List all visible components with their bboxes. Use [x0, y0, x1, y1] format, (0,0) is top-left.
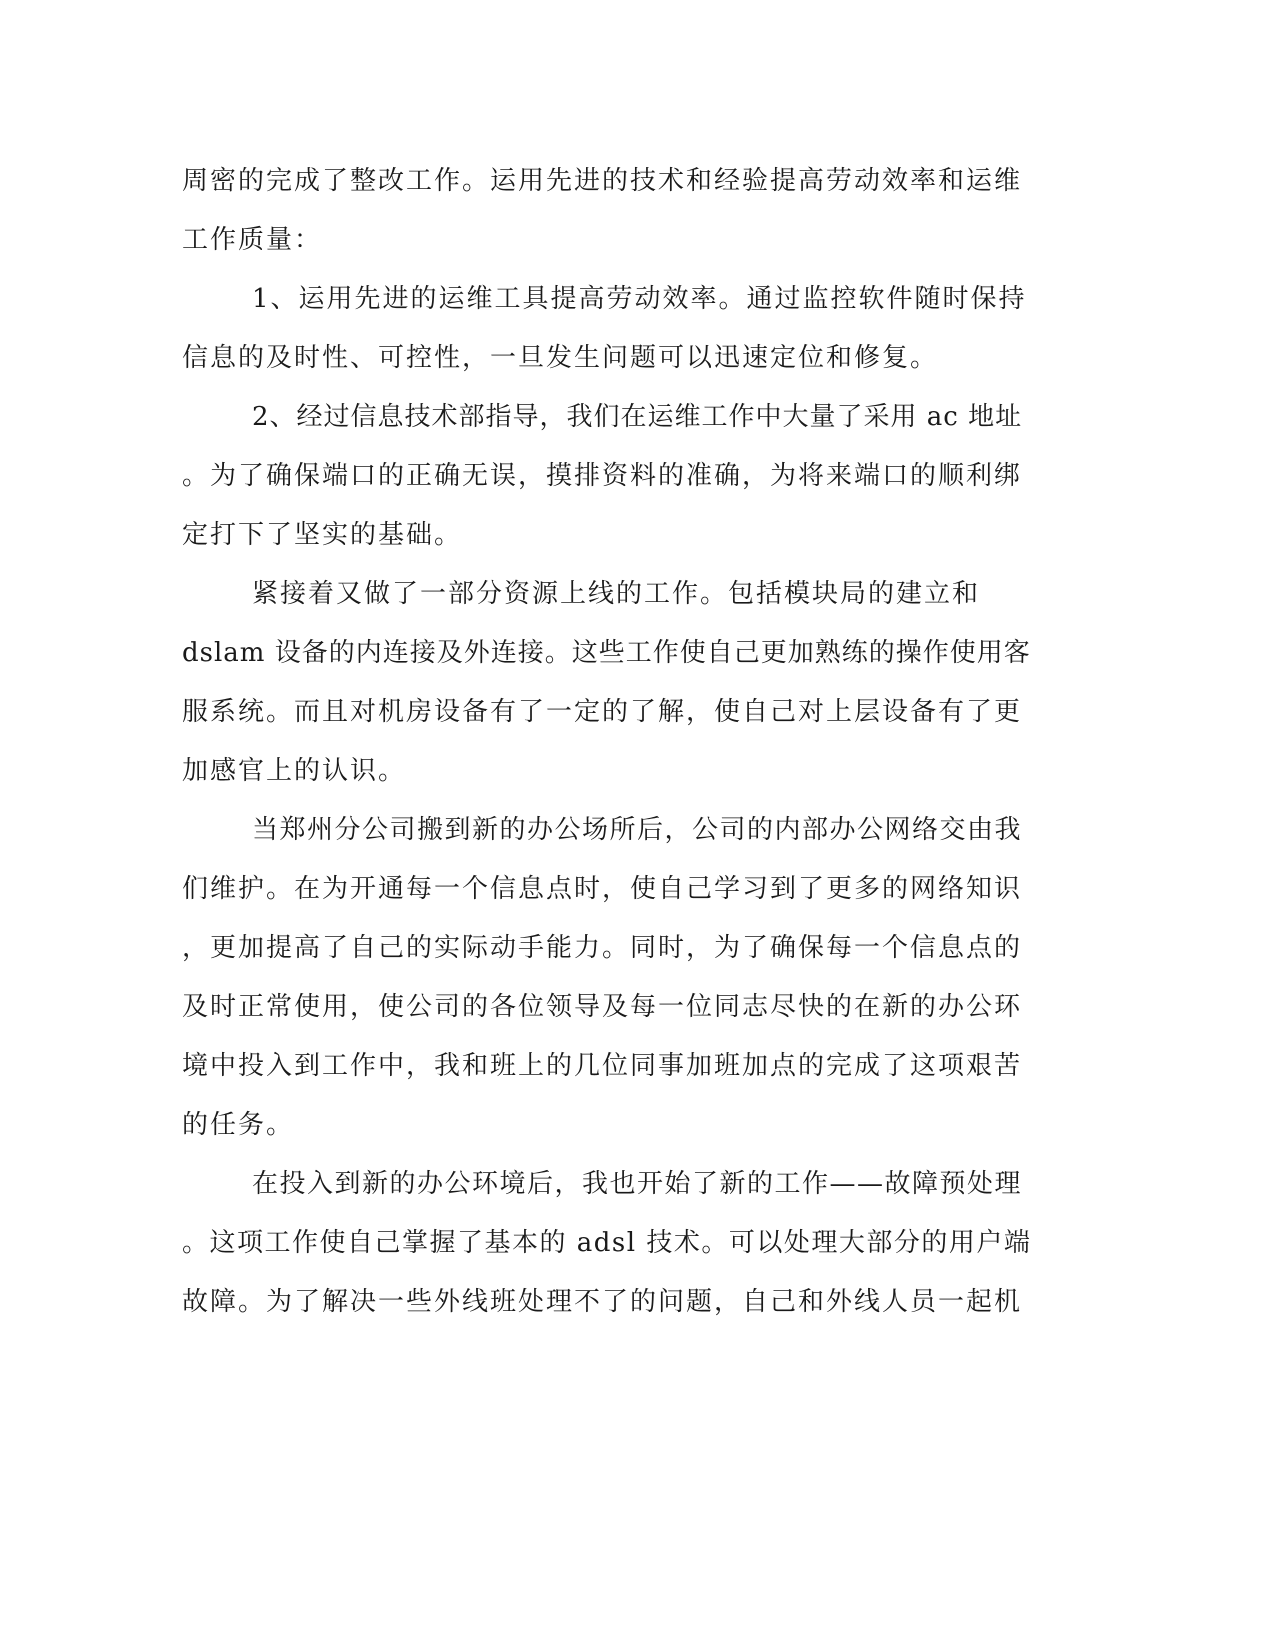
text-line: 故障。为了解决一些外线班处理不了的问题，自己和外线人员一起机 [182, 1287, 1023, 1317]
text-line: 信息的及时性、可控性，一旦发生问题可以迅速定位和修复。 [182, 343, 939, 373]
text-line: 。这项工作使自己掌握了基本的 adsl 技术。可以处理大部分的用户端 [182, 1228, 1032, 1258]
text-line: 。为了确保端口的正确无误，摸排资料的准确，为将来端口的顺利绑 [182, 461, 1023, 491]
text-line: 及时正常使用，使公司的各位领导及每一位同志尽快的在新的办公环 [182, 992, 1023, 1022]
text-line: 1、运用先进的运维工具提高劳动效率。通过监控软件随时保持 [252, 284, 1027, 314]
text-line: ，更加提高了自己的实际动手能力。同时，为了确保每一个信息点的 [182, 933, 1023, 963]
text-line: 当郑州分公司搬到新的办公场所后，公司的内部办公网络交由我 [252, 815, 1023, 845]
text-line: 在投入到新的办公环境后，我也开始了新的工作——故障预处理 [252, 1169, 1023, 1199]
text-line: 的任务。 [182, 1110, 295, 1140]
text-line: 2、经过信息技术部指导，我们在运维工作中大量了采用 ac 地址 [252, 402, 1023, 432]
text-line: dslam 设备的内连接及外连接。这些工作使自己更加熟练的操作使用客 [182, 638, 1031, 668]
text-line: 们维护。在为开通每一个信息点时，使自己学习到了更多的网络知识 [182, 874, 1023, 904]
text-line: 工作质量： [182, 225, 323, 255]
text-line: 服系统。而且对机房设备有了一定的了解，使自己对上层设备有了更 [182, 697, 1023, 727]
text-line: 周密的完成了整改工作。运用先进的技术和经验提高劳动效率和运维 [182, 166, 1023, 196]
text-line: 紧接着又做了一部分资源上线的工作。包括模块局的建立和 [252, 579, 981, 609]
text-line: 境中投入到工作中，我和班上的几位同事加班加点的完成了这项艰苦 [182, 1051, 1023, 1081]
text-line: 加感官上的认识。 [182, 756, 407, 786]
text-line: 定打下了坚实的基础。 [182, 520, 463, 550]
